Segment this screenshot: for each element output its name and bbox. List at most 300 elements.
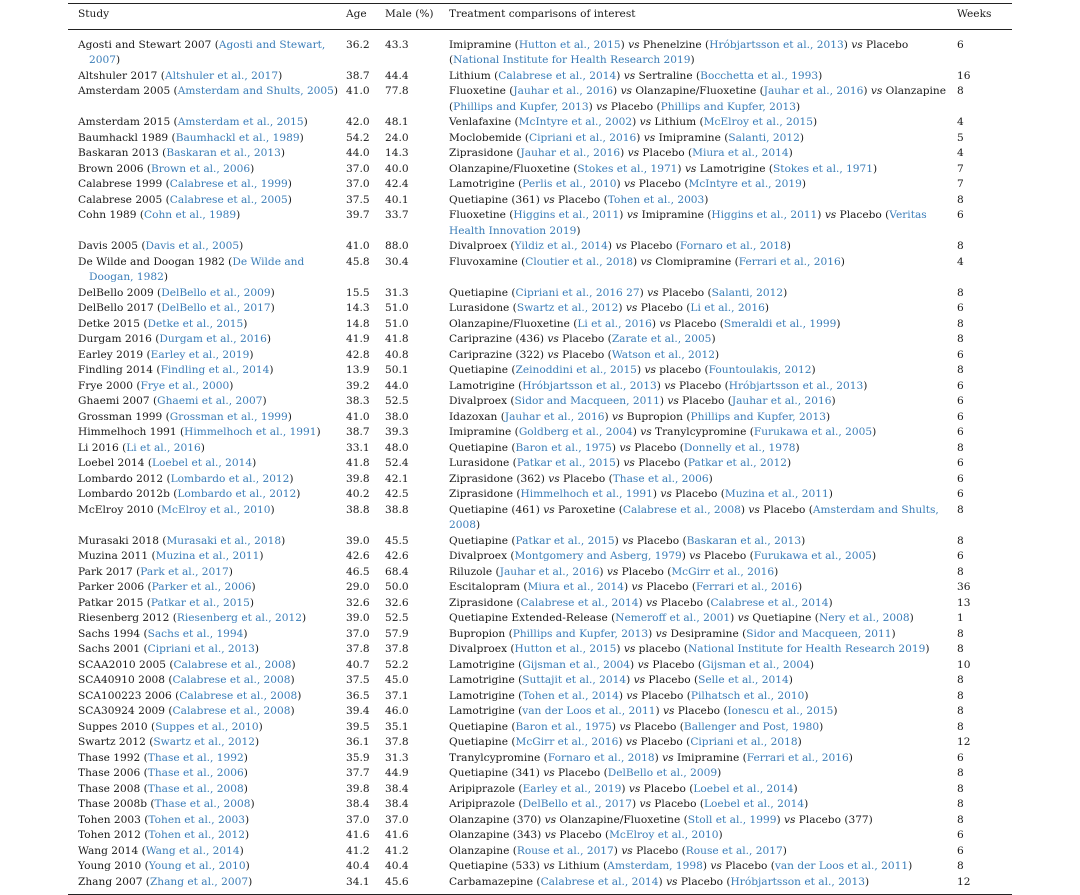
text-fragment: Agosti and Stewart 2007 [78,39,215,51]
text-fragment: ) [271,287,275,299]
citation-link[interactable]: McElroy et al., 2015 [704,116,813,128]
versus-text: vs [548,473,559,485]
citation-link[interactable]: Riesenberg et al., 2012 [177,612,302,624]
citation-link[interactable]: DelBello et al., 2017 [161,302,270,314]
versus-text: vs [543,860,554,872]
cell-male: 48.0 [385,441,449,457]
citation-link[interactable]: DelBello et al., 2017 [523,798,632,810]
text-fragment: ) [599,566,607,578]
citation-link[interactable]: Jauhar et al., 2016 [521,147,621,159]
text-fragment: Olanzapine (343) [449,829,545,841]
table-row [68,317,1012,333]
citation-link[interactable]: Hróbjartsson et al., 2013 [729,380,864,392]
citation-link[interactable]: Calabrese et al., 2014 [498,70,616,82]
table-row [68,828,1012,844]
text-fragment: Imipramine ( [449,426,519,438]
citation-link[interactable]: Cipriani et al., 2018 [690,736,797,748]
citation-link[interactable]: Calabrese et al., 1999 [170,178,288,190]
citation-link[interactable]: McIntyre et al., 2019 [688,178,801,190]
study-label [78,627,346,643]
citation-link[interactable]: Sachs et al., 1994 [148,628,244,640]
citation-link[interactable]: Fountoulakis, 2012 [709,364,812,376]
table-row [68,658,1012,674]
text-fragment: Quetiapine ( [449,736,516,748]
citation-link[interactable]: Calabrese et al., 2008 [623,504,741,516]
versus-text: vs [647,287,658,299]
study-label [78,859,346,875]
citation-link[interactable]: Patkar et al., 2015 [516,535,615,547]
cell-treatment [449,549,957,565]
citation-link[interactable]: Findling et al., 2014 [161,364,270,376]
cell-weeks: 8 [957,859,1012,875]
citation-link[interactable]: Grossman et al., 1999 [170,411,288,423]
text-fragment: Placebo ( [701,550,754,562]
text-fragment: ) [833,705,837,717]
study-characteristics-table-container [68,3,1012,895]
text-fragment: Detke 2015 ( [78,318,148,330]
cell-study [68,146,346,162]
citation-link[interactable]: Miura et al., 2014 [692,147,788,159]
citation-link[interactable]: Sidor and Macqueen, 2011 [746,628,891,640]
text-fragment: Clomipramine ( [652,256,739,268]
citation-link[interactable]: Tohen et al., 2012 [148,829,245,841]
citation-link[interactable]: Hróbjartsson et al., 2013 [709,39,844,51]
citation-link[interactable]: Muzina et al., 2011 [725,488,829,500]
cell-weeks: 7 [957,177,1012,193]
study-label [78,84,346,100]
citation-link[interactable]: Zhang et al., 2007 [150,876,248,888]
cell-study [68,766,346,782]
table-row [68,875,1012,895]
citation-link[interactable]: Phillips and Kupfer, 2013 [691,411,826,423]
citation-link[interactable]: Jauhar et al., 2016 [764,85,864,97]
text-fragment: ) [244,783,248,795]
versus-text: vs [710,860,721,872]
citation-link[interactable]: Phillips and Kupfer, 2013 [661,101,796,113]
citation-link[interactable]: Li et al., 2016 [577,318,651,330]
citation-link[interactable]: Wang et al., 2014 [146,845,240,857]
versus-text: vs [547,349,558,361]
table-header [68,4,1012,30]
citation-link[interactable]: Salanti, 2012 [728,132,799,144]
citation-link[interactable]: Baron et al., 1975 [516,442,612,454]
text-fragment: ) [249,349,253,361]
citation-link[interactable]: Nemeroff et al., 2001 [615,612,730,624]
citation-link[interactable]: DelBello et al., 2009 [608,767,717,779]
cell-male: 38.4 [385,782,449,798]
citation-link[interactable]: van der Loos et al., 2011 [522,705,655,717]
text-fragment: Lithium ( [651,116,704,128]
citation-link[interactable]: Higgins et al., 2011 [513,209,619,221]
cell-age: 37.7 [346,766,385,782]
text-fragment: Olanzapine/Fluoxetine ( [449,318,577,330]
citation-link[interactable]: Hutton et al., 2015 [515,643,617,655]
citation-link[interactable]: Suppes et al., 2010 [155,721,258,733]
study-label [78,782,346,798]
citation-link[interactable]: Watson et al., 2012 [612,349,715,361]
citation-link[interactable]: Ferrari et al., 2016 [696,581,798,593]
versus-text: vs [667,395,678,407]
text-fragment: Escitalopram ( [449,581,528,593]
versus-text: vs [685,163,696,175]
text-fragment: ) [616,643,624,655]
cell-study [68,875,346,895]
study-label [78,487,346,503]
citation-link[interactable]: Patkar et al., 2012 [688,457,787,469]
cell-study [68,658,346,674]
citation-link[interactable]: Li et al., 2016 [690,302,764,314]
citation-link[interactable]: Amsterdam et al., 2015 [178,116,304,128]
citation-link[interactable]: Muzina et al., 2011 [156,550,260,562]
text-fragment: Ziprasidone ( [449,597,521,609]
citation-link[interactable]: Swartz et al., 2012 [517,302,619,314]
text-fragment: ) [116,54,120,66]
cell-treatment [449,394,957,410]
citation-link[interactable]: Amsterdam and Shults, 2008 [449,504,939,532]
citation-link[interactable]: Cipriani et al., 2016 27 [516,287,640,299]
cell-age: 37.0 [346,813,385,829]
cell-male: 42.5 [385,487,449,503]
table-row [68,859,1012,875]
citation-link[interactable]: Baumhackl et al., 1989 [176,132,300,144]
text-fragment: ) [813,116,817,128]
citation-link[interactable]: Jauhar et al., 2016 [513,85,613,97]
citation-link[interactable]: Davis et al., 2005 [145,240,239,252]
text-fragment: Thase 2008b ( [78,798,155,810]
cell-age: 42.6 [346,549,385,565]
text-fragment: Sachs 1994 ( [78,628,148,640]
text-fragment: Thase 1992 ( [78,752,148,764]
cell-study [68,844,346,860]
citation-link[interactable]: Murasaki et al., 2018 [166,535,281,547]
citation-link[interactable]: Baron et al., 1975 [516,721,612,733]
citation-link[interactable]: Calabrese et al., 2014 [541,876,659,888]
text-fragment: ) [296,488,300,500]
citation-link[interactable]: Stokes et al., 1971 [577,163,677,175]
citation-link[interactable]: Phillips and Kupfer, 2013 [453,101,588,113]
citation-link[interactable]: Stoll et al., 1999 [688,814,777,826]
text-fragment: Baumhackl 1989 ( [78,132,176,144]
text-fragment: ) [804,798,808,810]
citation-link[interactable]: Durgam et al., 2016 [159,333,267,345]
text-fragment: DelBello 2017 ( [78,302,161,314]
cell-treatment [449,441,957,457]
citation-link[interactable]: National Institute for Health Research 2019 [688,643,925,655]
citation-link[interactable]: Loebel et al., 2014 [704,798,804,810]
cell-male: 52.5 [385,394,449,410]
citation-link[interactable]: Fornaro et al., 2018 [548,752,655,764]
citation-link[interactable]: Ghaemi et al., 2007 [157,395,262,407]
text-fragment: Tranylcypromine ( [449,752,548,764]
cell-study [68,828,346,844]
citation-link[interactable]: Jauhar et al., 2016 [505,411,605,423]
citation-link[interactable]: Cipriani et al., 2016 [529,132,636,144]
citation-link[interactable]: Thase et al., 1992 [148,752,244,764]
citation-link[interactable]: DelBello et al., 2009 [161,287,270,299]
citation-link[interactable]: McElroy et al., 2010 [161,504,270,516]
text-fragment: Grossman 1999 ( [78,411,170,423]
text-fragment: Cohn 1989 ( [78,209,144,221]
citation-link[interactable]: Altshuler et al., 2017 [165,70,278,82]
citation-link[interactable]: Lombardo et al., 2012 [177,488,296,500]
citation-link[interactable]: McGirr et al., 2016 [516,736,619,748]
citation-link[interactable]: Cohn et al., 1989 [144,209,236,221]
citation-link[interactable]: Hróbjartsson et al., 2013 [522,380,657,392]
text-fragment: ) [831,395,835,407]
text-fragment: ) [619,690,627,702]
citation-link[interactable]: Fornaro et al., 2018 [680,240,787,252]
text-fragment: Thase 2006 ( [78,767,148,779]
cell-male: 14.3 [385,146,449,162]
study-label [78,720,346,736]
citation-link[interactable]: McIntyre et al., 2002 [519,116,632,128]
study-label [78,596,346,612]
table-row [68,503,1012,534]
versus-text: vs [545,814,556,826]
citation-link[interactable]: Yildiz et al., 2014 [515,240,608,252]
versus-text: vs [689,550,700,562]
text-fragment: ) [704,194,708,206]
text-fragment: Ziprasidone ( [449,488,521,500]
cell-treatment [449,766,957,782]
cell-treatment [449,410,957,426]
citation-link[interactable]: Cipriani et al., 2013 [148,643,255,655]
citation-link[interactable]: Himmelhoch et al., 1991 [184,426,316,438]
citation-link[interactable]: Sidor and Macqueen, 2011 [515,395,660,407]
citation-link[interactable]: Miura et al., 2014 [528,581,624,593]
citation-link[interactable]: Salanti, 2012 [712,287,783,299]
versus-text: vs [622,535,633,547]
citation-link[interactable]: Furukawa et al., 2005 [754,550,872,562]
text-fragment: ) [229,380,233,392]
citation-link[interactable]: Patkar et al., 2015 [151,597,250,609]
header-age: Age [346,4,385,30]
citation-link[interactable]: Hróbjartsson et al., 2013 [731,876,866,888]
citation-link[interactable]: Patkar et al., 2015 [517,457,616,469]
citation-link[interactable]: Cloutier et al., 2018 [525,256,633,268]
citation-link[interactable]: Gijsman et al., 2004 [702,659,810,671]
citation-link[interactable]: Ballenger and Post, 1980 [684,721,819,733]
text-fragment: Fluoxetine ( [449,85,513,97]
text-fragment: Muzina 2011 ( [78,550,156,562]
citation-link[interactable]: Baskaran et al., 2013 [687,535,802,547]
citation-link[interactable]: Thase et al., 2008 [155,798,251,810]
study-label [78,611,346,627]
text-fragment: ) [616,70,624,82]
citation-link[interactable]: Higgins et al., 2011 [711,209,817,221]
citation-link[interactable]: Calabrese et al., 2008 [173,674,291,686]
cell-treatment [449,611,957,627]
cell-treatment [449,332,957,348]
versus-text: vs [543,504,554,516]
study-label [78,410,346,426]
study-label [78,565,346,581]
text-fragment: ) [271,302,275,314]
citation-link[interactable]: Ferrari et al., 2016 [739,256,841,268]
text-fragment: ) [718,829,722,841]
citation-link[interactable]: Stokes et al., 1971 [773,163,873,175]
cell-weeks: 6 [957,472,1012,488]
citation-link[interactable]: Thase et al., 2008 [148,783,244,795]
citation-link[interactable]: Earley et al., 2019 [151,349,250,361]
text-fragment: Wang 2014 ( [78,845,146,857]
citation-link[interactable]: Ionescu et al., 2015 [727,705,833,717]
citation-link[interactable]: McElroy et al., 2010 [609,829,718,841]
citation-link[interactable]: Rouse et al., 2017 [517,845,614,857]
versus-text: vs [624,70,635,82]
cell-weeks: 8 [957,534,1012,550]
citation-link[interactable]: Tohen et al., 2014 [522,690,619,702]
citation-link[interactable]: Amsterdam, 1998 [607,860,703,872]
text-fragment: ) [863,85,871,97]
citation-link[interactable]: Parker et al., 2006 [152,581,252,593]
citation-link[interactable]: National Institute for Health Research 2019 [453,54,690,66]
citation-link[interactable]: Loebel et al., 2014 [693,783,793,795]
citation-link[interactable]: Montgomery and Asberg, 1979 [515,550,682,562]
study-label [78,193,346,209]
citation-link[interactable]: Phillips and Kupfer, 2013 [513,628,648,640]
cell-weeks: 1 [957,611,1012,627]
citation-link[interactable]: Goldberg et al., 2004 [519,426,633,438]
text-fragment: Quetiapine ( [449,721,516,733]
citation-link[interactable]: Nery et al., 2008 [819,612,910,624]
text-fragment: ) [317,426,321,438]
text-fragment: Lithium ( [555,860,608,872]
citation-link[interactable]: Tohen et al., 2003 [148,814,245,826]
cell-weeks: 6 [957,379,1012,395]
text-fragment: Placebo ( [677,876,730,888]
citation-link[interactable]: Li et al., 2016 [126,442,200,454]
study-label [78,580,346,596]
text-fragment: Placebo ( [649,659,702,671]
citation-link[interactable]: Loebel et al., 2014 [152,457,252,469]
text-fragment: ) [632,116,640,128]
citation-link[interactable]: Agosti and Stewart, 2007 [89,39,325,67]
text-fragment: Placebo ( [679,395,732,407]
citation-link[interactable]: Brown et al., 2006 [151,163,250,175]
cell-male: 88.0 [385,239,449,255]
citation-link[interactable]: Detke et al., 2015 [148,318,244,330]
cell-study [68,394,346,410]
citation-link[interactable]: Perlis et al., 2010 [522,178,616,190]
citation-link[interactable]: Young et al., 2010 [149,860,246,872]
cell-treatment [449,317,957,333]
citation-link[interactable]: Lombardo et al., 2012 [171,473,290,485]
citation-link[interactable]: Jauhar et al., 2016 [500,566,600,578]
citation-link[interactable]: Frye et al., 2000 [141,380,230,392]
text-fragment: Amsterdam 2005 ( [78,85,178,97]
cell-weeks: 8 [957,766,1012,782]
citation-link[interactable]: Amsterdam and Shults, 2005 [178,85,334,97]
text-fragment: ) [243,628,247,640]
citation-link[interactable]: De Wilde and Doogan, 1982 [89,256,304,284]
citation-link[interactable]: Ferrari et al., 2016 [747,752,849,764]
citation-link[interactable]: Himmelhoch et al., 1991 [521,488,653,500]
citation-link[interactable]: Swartz et al., 2012 [153,736,255,748]
text-fragment: ) [255,736,259,748]
header-male: Male (%) [385,4,449,30]
versus-text: vs [619,442,630,454]
cell-male: 39.3 [385,425,449,441]
citation-link[interactable]: Hutton et al., 2015 [519,39,621,51]
citation-link[interactable]: Rouse et al., 2017 [686,845,783,857]
citation-link[interactable]: Veritas Health Innovation 2019 [449,209,927,237]
cell-age: 40.7 [346,658,385,674]
citation-link[interactable]: Earley et al., 2019 [523,783,622,795]
citation-link[interactable]: Furukawa et al., 2005 [754,426,872,438]
cell-age: 36.1 [346,735,385,751]
table-row [68,425,1012,441]
citation-link[interactable]: Zeinoddini et al., 2015 [516,364,637,376]
citation-link[interactable]: Calabrese et al., 2014 [521,597,639,609]
cell-treatment [449,131,957,147]
text-fragment: Placebo ( [631,721,684,733]
versus-text: vs [748,504,759,516]
cell-age: 39.8 [346,782,385,798]
citation-link[interactable]: Calabrese et al., 2014 [710,597,828,609]
text-fragment: ) [476,519,480,531]
cell-treatment [449,255,957,286]
cell-study [68,503,346,534]
cell-weeks: 4 [957,146,1012,162]
citation-link[interactable]: Thase et al., 2006 [613,473,709,485]
cell-weeks: 6 [957,301,1012,317]
citation-link[interactable]: Tohen et al., 2003 [608,194,705,206]
citation-link[interactable]: Calabrese et al., 2008 [179,690,297,702]
table-row [68,642,1012,658]
cell-weeks: 8 [957,332,1012,348]
citation-link[interactable]: Selle et al., 2014 [698,674,789,686]
cell-age: 36.5 [346,689,385,705]
text-fragment: ) [776,814,784,826]
text-fragment: ) [302,612,306,624]
citation-link[interactable]: McGirr et al., 2016 [671,566,774,578]
text-fragment: Placebo ( [671,318,724,330]
citation-link[interactable]: Calabrese et al., 2008 [173,705,291,717]
cell-weeks: 10 [957,658,1012,674]
citation-link[interactable]: Zarate et al., 2005 [612,333,712,345]
citation-link[interactable]: Suttajit et al., 2014 [522,674,626,686]
cell-weeks: 8 [957,239,1012,255]
citation-link[interactable]: Bocchetta et al., 1993 [700,70,818,82]
citation-link[interactable]: Pilhatsch et al., 2010 [691,690,805,702]
citation-link[interactable]: Smeraldi et al., 1999 [724,318,837,330]
text-fragment: Quetiapine (533) [449,860,543,872]
citation-link[interactable]: Calabrese et al., 2005 [170,194,288,206]
citation-link[interactable]: Park et al., 2017 [140,566,228,578]
text-fragment: Olanzapine ( [449,845,517,857]
citation-link[interactable]: Thase et al., 2006 [148,767,244,779]
text-fragment: ) [201,442,205,454]
study-label [78,472,346,488]
citation-link[interactable]: Calabrese et al., 2008 [173,659,291,671]
cell-weeks: 8 [957,627,1012,643]
study-label [78,317,346,333]
versus-text: vs [615,240,626,252]
citation-link[interactable]: Donnelly et al., 1978 [684,442,796,454]
text-fragment: ) [730,612,738,624]
text-fragment: ) [240,845,244,857]
citation-link[interactable]: Jauhar et al., 2016 [732,395,832,407]
citation-link[interactable]: Gijsman et al., 2004 [522,659,630,671]
cell-weeks: 8 [957,565,1012,581]
text-fragment: ) [652,318,660,330]
cell-treatment [449,751,957,767]
cell-treatment [449,239,957,255]
citation-link[interactable]: Baskaran et al., 2013 [166,147,281,159]
cell-treatment [449,658,957,674]
citation-link[interactable]: van der Loos et al., 2011 [775,860,908,872]
